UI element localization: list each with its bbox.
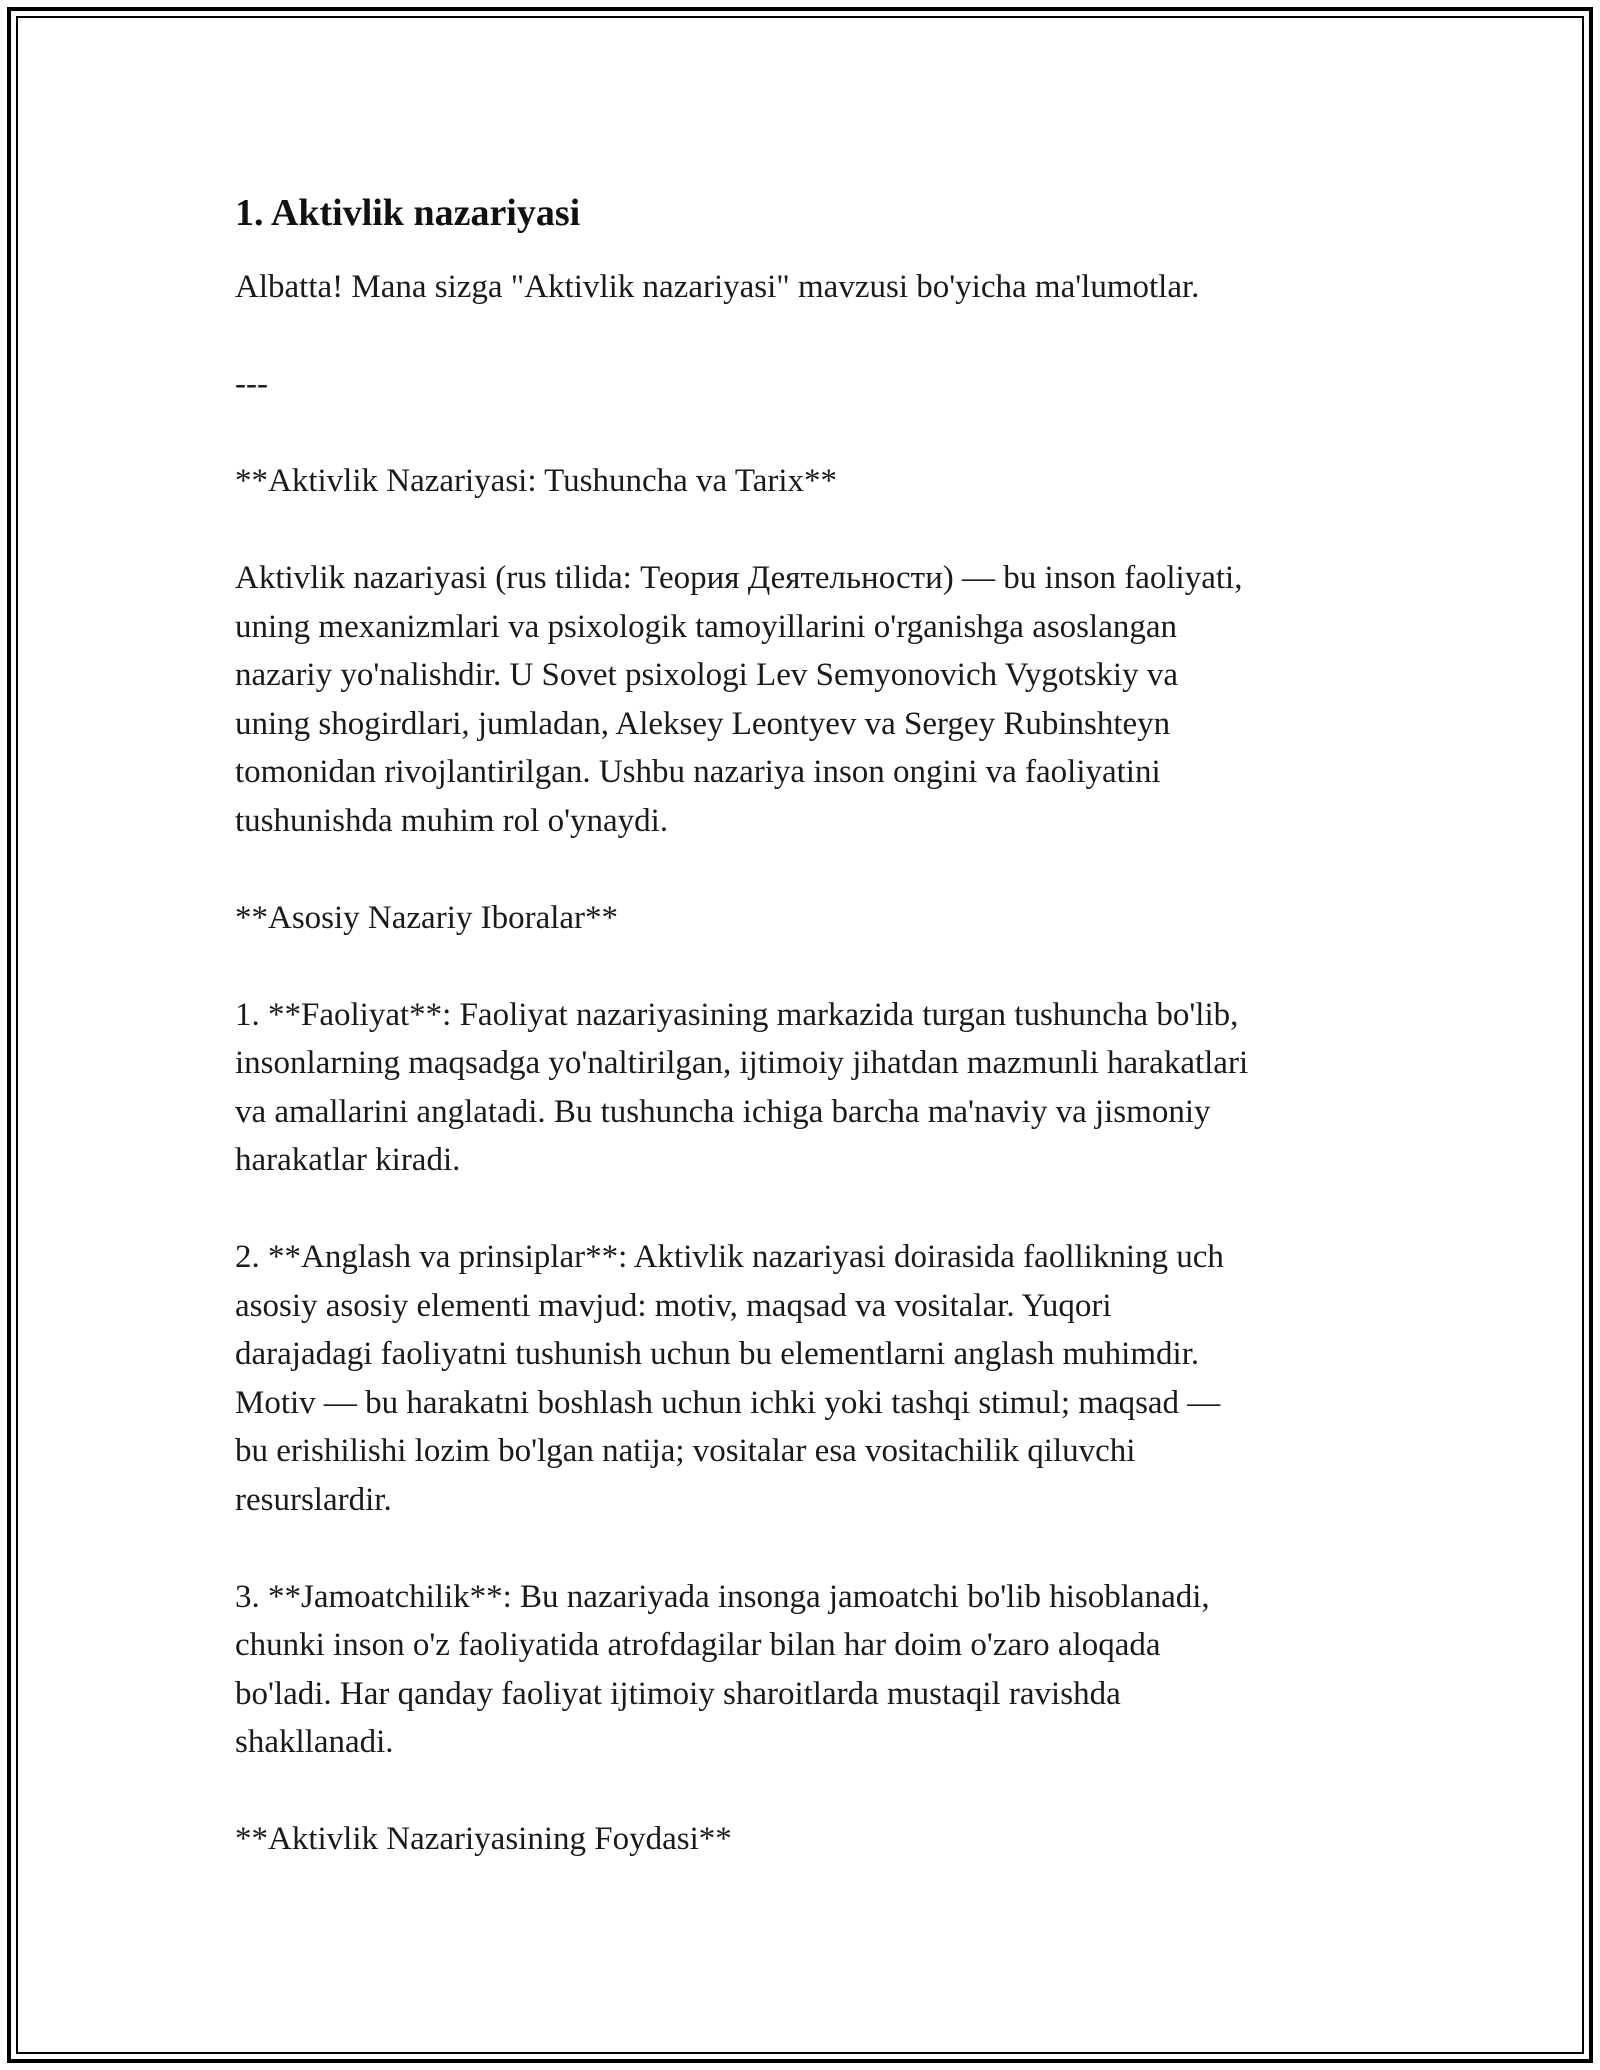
text-line: bu erishilishi lozim bo'lgan natija; vositalar esa vositachilik qiluvchi: [235, 1433, 1136, 1469]
text-line: nazariy yo'nalishdir. U Sovet psixologi Lev Semyonovich Vygotskiy va: [235, 657, 1178, 693]
document-body: [235, 185, 1385, 1912]
text-line: shakllanadi.: [235, 1724, 394, 1760]
list-item-anglash: [235, 1233, 1385, 1524]
section-heading-iboralar: [235, 894, 1385, 943]
document-heading: 1. Aktivlik nazariyasi: [235, 192, 581, 234]
text-line: tomonidan rivojlantirilgan. Ushbu nazariya inson ongini va faoliyatini: [235, 754, 1161, 790]
text-line: darajadagi faoliyatni tushunish uchun bu elementlarni anglash muhimdir.: [235, 1336, 1200, 1372]
text-line: Motiv — bu harakatni boshlash uchun ichki yoki tashqi stimul; maqsad —: [235, 1384, 1221, 1421]
list-item-faoliyat: [235, 991, 1385, 1185]
text-line: **Aktivlik Nazariyasining Foydasi**: [235, 1821, 732, 1857]
text-line: va amallarini anglatadi. Bu tushuncha ichiga barcha ma'naviy va jismoniy: [235, 1093, 1211, 1130]
text-line: ---: [235, 366, 268, 402]
text-line: chunki inson o'z faoliyatida atrofdagilar bilan har doim o'zaro aloqada: [235, 1627, 1161, 1663]
text-line: resurslardir.: [235, 1481, 392, 1518]
separator-paragraph: [235, 360, 1385, 409]
text-line: bo'ladi. Har qanday faoliyat ijtimoiy sharoitlarda mustaqil ravishda: [235, 1675, 1121, 1712]
text-line: 2. **Anglash va prinsiplar**: Aktivlik nazariyasi doirasida faollikning uch: [235, 1239, 1224, 1275]
text-line: **Aktivlik Nazariyasi: Tushuncha va Tarix**: [235, 463, 838, 499]
text-line: **Asosiy Nazariy Iboralar**: [235, 899, 619, 936]
list-item-jamoatchilik: [235, 1573, 1385, 1767]
text-line: uning mexanizmlari va psixologik tamoyillarini o'rganishga asoslangan: [235, 608, 1177, 645]
text-line: 1. **Faoliyat**: Faoliyat nazariyasining markazida turgan tushuncha bo'lib,: [235, 996, 1239, 1033]
text-line: harakatlar kiradi.: [235, 1142, 461, 1178]
text-line: asosiy asosiy elementi mavjud: motiv, maqsad va vositalar. Yuqori: [235, 1287, 1112, 1324]
text-line: 3. **Jamoatchilik**: Bu nazariyada insonga jamoatchi bo'lib hisoblanadi,: [235, 1578, 1210, 1615]
text-line: uning shogirdlari, jumladan, Aleksey Leontyev va Sergey Rubinshteyn: [235, 705, 1171, 742]
section-heading-tushuncha: [235, 457, 1385, 506]
text-line: Aktivlik nazariyasi (rus tilida: Теория Деятельности) — bu inson faoliyati,: [235, 560, 1243, 596]
text-line: Albatta! Mana sizga "Aktivlik nazariyasi" mavzusi bo'yicha ma'lumotlar.: [235, 269, 1200, 305]
intro-paragraph: [235, 263, 1385, 312]
text-line: insonlarning maqsadga yo'naltirilgan, ijtimoiy jihatdan mazmunli harakatlari: [235, 1045, 1249, 1081]
definition-paragraph: [235, 554, 1385, 845]
text-line: tushunishda muhim rol o'ynaydi.: [235, 802, 669, 839]
section-heading-foydasi: [235, 1815, 1385, 1864]
